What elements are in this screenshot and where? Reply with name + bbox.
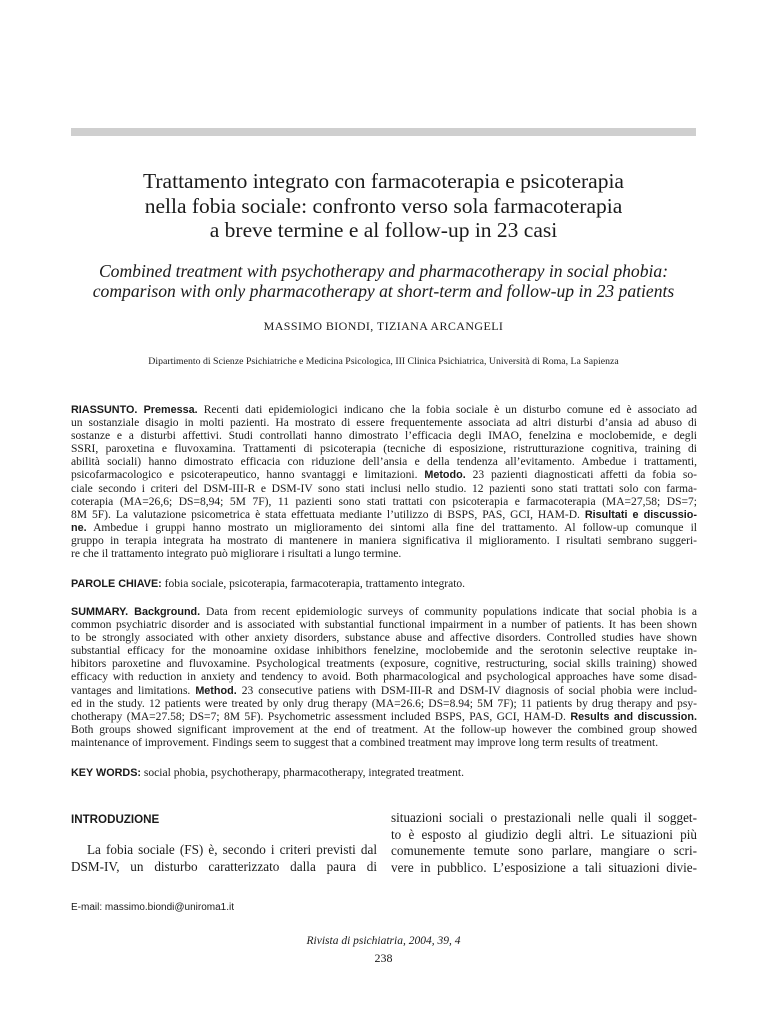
parole-chiave-label: PAROLE CHIAVE: [71, 578, 162, 590]
abstract-text: 23 pazienti diagnosticati affetti da fobia so- [465, 469, 697, 482]
abstract-text: psicofarmacologico e psicoterapeutico, hanno svantaggi e limitazioni. [71, 469, 425, 482]
abstract-text: Recenti dati epidemiologici indicano che la fobia sociale è un disturbo comune ed è associato ad [197, 404, 697, 416]
abstract-line: hibitors paroxetine and fluvoxamine. Psychological treatments (exposure, cognitive, restructuring, social skills training) showed [71, 658, 697, 671]
top-rule [71, 128, 696, 136]
metodo-label: Metodo. [424, 469, 466, 482]
title-line: nella fobia sociale: confronto verso sola farmacoterapia [144, 193, 623, 218]
abstract-line: un sostanziale disagio in molti pazienti. Ha mostrato di essere frequentemente associata ad altri disturbi d’ansia ad abuso di [71, 417, 697, 430]
body-line: DSM-IV, un disturbo caratterizzato dalla paura di [71, 858, 377, 874]
summary-label: SUMMARY. Background. [71, 606, 201, 618]
key-words-label: KEY WORDS: [71, 767, 141, 779]
title-line: a breve termine e al follow-up in 23 casi [209, 218, 558, 242]
abstract-text: vantages and limitations. [71, 684, 196, 697]
riassunto-label: RIASSUNTO. Premessa. [71, 404, 198, 416]
title-line: Trattamento integrato con farmacoterapia e psicoterapia [143, 169, 624, 193]
body-line: La fobia sociale (FS) è, secondo i criteri previsti dal [87, 842, 377, 857]
parole-chiave [71, 578, 697, 591]
abstract-line: sostanze e a disturbi affettivi. Studi controllati hanno dimostrato l’efficacia degli IMAO, fenelzina e moclobemide, e degli [71, 430, 697, 443]
article-title [60, 169, 707, 243]
abstract-line: ciale secondo i criteri del DSM-III-R e DSM-IV sono stati inclusi nello studio. 12 pazienti sono stati trattati solo con farma- [71, 482, 697, 495]
abstract-line: gruppo in terapia integrata ha mostrato di mantenere in maniera significativa il miglioramento. I risultati sembrano suggeri- [71, 534, 697, 547]
abstract-line: efficacy with reduction in anxiety and tendency to avoid. Both pharmacological and psychological approaches have some disad- [71, 671, 697, 684]
article-subtitle [60, 261, 707, 301]
risultati-label-cont: ne. [71, 521, 87, 534]
abstract-line: ed in the study. 12 patients were treated by only drug therapy (MA=26.6; DS=8.94; 5M 7F); 11 patients by drug therapy and psy- [71, 697, 697, 710]
abstract-line: Both groups showed significant improvement at the end of treatment. At the follow-up however the combined group showed [71, 723, 697, 736]
body-column-left [71, 842, 377, 875]
keywords-text: social phobia, psychotherapy, pharmacotherapy, integrated treatment. [141, 767, 464, 779]
abstract-line: to be strongly associated with other anxiety disorders, substance abuse and affective disorders. Controlled studies have shown [71, 632, 697, 645]
body-line: vere in pubblico. L’esposizione a tali situazioni divie- [391, 860, 697, 876]
subtitle-line: comparison with only pharmacotherapy at short-term and follow-up in 23 patients [92, 281, 675, 301]
abstract-text: Ambedue i gruppi hanno mostrato un miglioramento dei sintomi alla fine del trattamento. Al follow-up comunque il [86, 521, 697, 534]
abstract-line: re che il trattamento integrato può migliorare i risultati a lungo termine. [71, 548, 402, 561]
summary [71, 606, 697, 750]
abstract-line: SSRI, paroxetina e fluvoxamina. Trattamenti di psicoterapia (tecniche di esposizione, ristrutturazione cognitiva, training di [71, 443, 697, 456]
method-label: Method. [195, 684, 237, 697]
email-footnote: E-mail: massimo.biondi@uniroma1.it [71, 902, 234, 913]
subtitle-line: Combined treatment with psychotherapy and pharmacotherapy in social phobia: [98, 261, 669, 281]
key-words [71, 767, 697, 780]
abstract-line: abilità sociali) hanno dimostrato efficacia con riduzione dell’ansia e della tendenza all’evitamento. Ambedue i trattamenti, [71, 456, 697, 469]
body-line: comunemente temute sono parlare, mangiare o scri- [391, 843, 697, 859]
keywords-text: fobia sociale, psicoterapia, farmacoterapia, trattamento integrato. [161, 578, 466, 590]
abstract-line: substantial efficacy for the monoamine oxidase inhibithors fenelzine, moclobemide and the serotonin selective reuptake in- [71, 645, 697, 658]
riassunto [71, 404, 697, 561]
abstract-text: 23 consecutive patiens with DSM-III-R and DSM-IV diagnosis of social phobia were includ- [236, 684, 698, 697]
results-label: Results and discussion. [570, 710, 697, 723]
abstract-line: maintenance of improvement. Findings seem to suggest that a combined treatment may improve long term results of treatment. [71, 736, 659, 749]
journal-citation: Rivista di psichiatria, 2004, 39, 4 [306, 935, 461, 947]
body-line: situazioni sociali o prestazionali nelle quali il sogget- [391, 810, 697, 825]
abstract-line: coterapia (MA=26,6; DS=8,94; 5M 7F), 11 pazienti sono stati trattati con psicoterapia e farmacoterapia (MA=27,58; DS=7; [71, 495, 697, 508]
risultati-label: Risultati e discussio- [584, 508, 697, 521]
page-number: 238 [374, 951, 393, 965]
affiliation: Dipartimento di Scienze Psichiatriche e Medicina Psicologica, III Clinica Psichiatrica, Università di Roma, La Sapienza [148, 356, 619, 367]
authors: MASSIMO BIONDI, TIZIANA ARCANGELI [263, 319, 504, 333]
abstract-text: chotherapy (MA=27.58; DS=7; 8M 5F). Psychometric assessment included BSPS, PAS, GCI, HAM-D. [71, 710, 571, 723]
body-line: to è esposto al giudizio degli altri. Le situazioni più [391, 826, 697, 842]
abstract-line: common psychiatric disorder and is associated with substantial functional impairment in a number of patients. It has been shown [71, 619, 697, 632]
section-heading: INTRODUZIONE [71, 813, 160, 826]
abstract-text: Data from recent epidemiologic surveys of community populations indicate that social phobia is a [200, 606, 697, 618]
body-column-right [391, 810, 697, 877]
abstract-text: 8M 5F). La valutazione psicometrica è stata effettuata mediante l’utilizzo di BSPS, PAS, GCI, HAM-D. [71, 508, 585, 521]
